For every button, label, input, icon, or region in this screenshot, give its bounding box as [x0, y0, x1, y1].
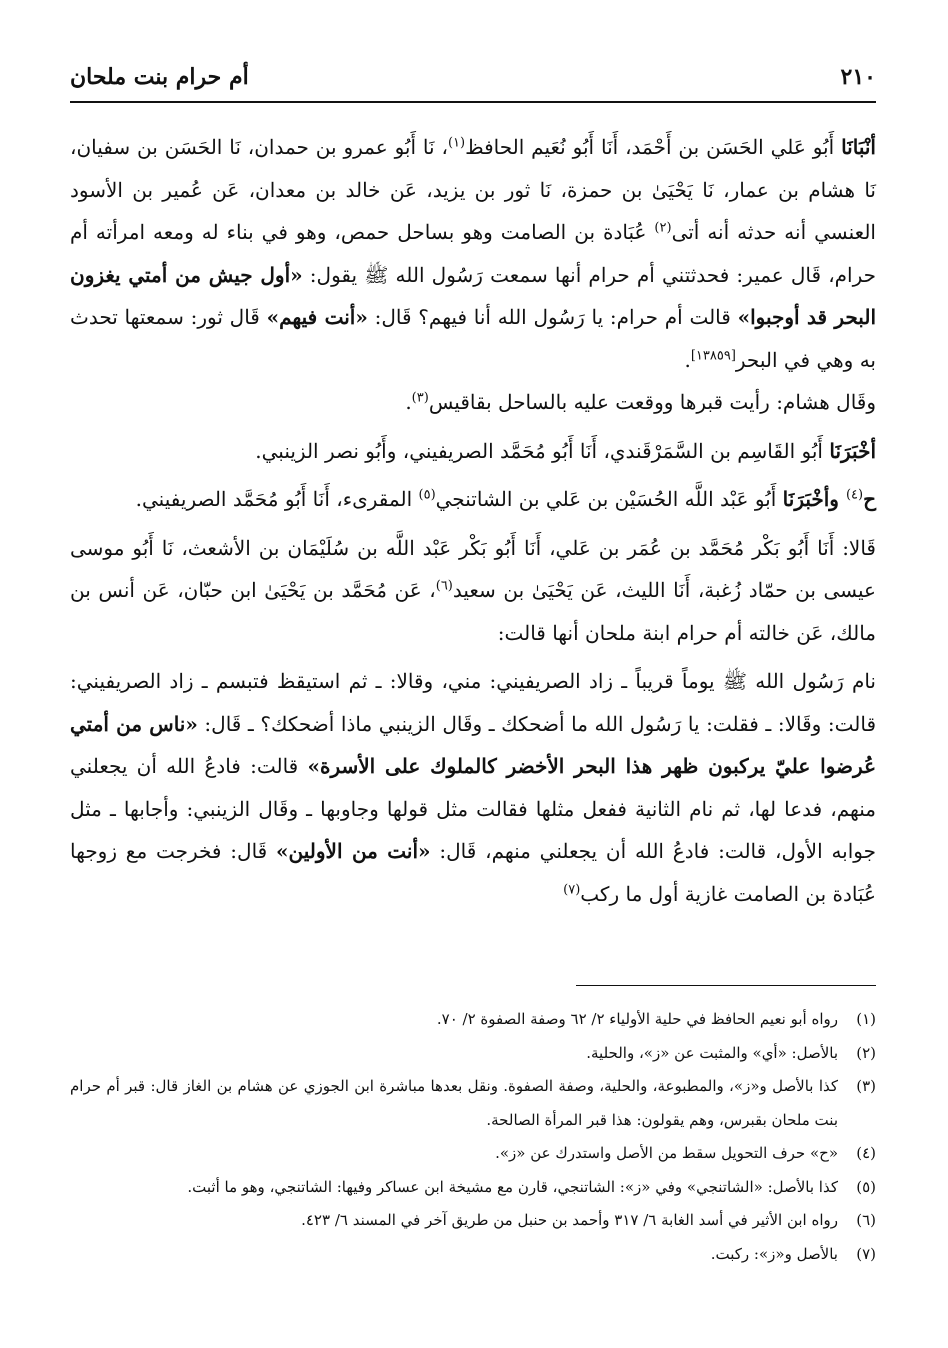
page-header: [70, 58, 876, 98]
footnote-ref-6: (٦): [435, 578, 453, 594]
footnote-text: كذا بالأصل و«ز»، والمطبوعة، والحلية، وصفة الصفوة. ونقل بعدها مباشرة ابن الجوزي عن هشام بن الغاز قال: قبر أم حرام بنت ملحان بقبرس، وهم يقولون: هذا قبر المرأة الصالحة.: [70, 1077, 838, 1129]
paragraph-1: [70, 126, 876, 381]
footnote-number: (٥): [856, 1177, 876, 1196]
footnote-text: رواه ابن الأثير في أسد الغابة ٦/ ٣١٧ وأحمد بن حنبل من طريق آخر في المسند ٦/ ٤٢٣.: [301, 1211, 838, 1229]
chain-keyword: أنْبَانَا: [841, 135, 876, 159]
footnote-ref-2: (٢): [654, 220, 672, 236]
text-run: قَال: فخرجت مع زوجها عُبَادة بن الصامت غازية أول ما ركب: [70, 839, 876, 906]
hadith-quote: «أنت فيهم»: [266, 305, 368, 329]
footnote-ref-1: (١): [447, 135, 466, 151]
footnote-text: بالأصل: «أي» والمثبت عن «ز»، والحلية.: [586, 1043, 838, 1062]
footnote-number: (٦): [856, 1211, 876, 1229]
header-divider: [70, 101, 876, 103]
chain-keyword: أخْبَرَنَا: [829, 438, 876, 463]
text-run: قالت: فادعُ الله أن يجعلني منهم، فدعا لها، ثم نام الثانية ففعل مثلها فقالت مثل قولها وجاوبها ـ وقَال الزينبي: وأجابها ـ مثل جوابه الأول، قالت: فادعُ الله أن يجعلني منهم، قَال:: [70, 754, 876, 863]
footnote-number: (٤): [856, 1144, 876, 1162]
paragraph-5: [70, 527, 876, 655]
footnote-text: بالأصل و«ز»: ركبت.: [710, 1244, 838, 1263]
chain-keyword: وأخْبَرَنَا: [782, 487, 846, 511]
text-run: قَالا: أَنَا أَبُو بَكْر مُحَمَّد بن عُمَر بن عَلي، أَنَا أَبُو بَكْر عَبْد اللَّه بن سُلَيْمَان بن الأشعث، نَا أَبُو موسى عيسى بن حمّاد زُغبة، أَنَا الليث، عَن يَحْيَىٰ بن سعيد: [70, 535, 876, 602]
footnote-text: رواه أبو نعيم الحافظ في حلية الأولياء ٢/ ٦٢ وصفة الصفوة ٢/ ٧٠.: [436, 1010, 838, 1028]
paragraph-2: [70, 381, 876, 424]
text-run: نام رَسُول الله ﷺ يوماً قريباً ـ زاد الصريفيني: مني، وقالا: ـ ثم استيقظ فتبسم ـ زاد الصريفيني: قالت: وقَالا: ـ فقلت: يا رَسُول الله ما أضحكك ـ وقَال الزينبي ماذا أضحكك؟ ـ قَال:: [70, 669, 876, 736]
footnote-number: (٢): [856, 1043, 876, 1062]
page-number: ٢١٠: [840, 64, 876, 90]
footnote-item: [70, 1204, 876, 1238]
text-run: وقَال هشام: رأيت قبرها ووقعت عليه بالساحل بقاقيس: [428, 390, 876, 414]
footnote-item: [70, 1238, 876, 1272]
footnote-ref-4: (٤): [845, 487, 864, 503]
text-run: عُبَادة بن الصامت وهو بساحل حمص، وهو في بناء له ومعه امرأته أم حرام، قَال عمير: فحدثتني أم حرام أنها سمعت رَسُول الله ﷺ يقول:: [70, 220, 876, 287]
footnote-item: [70, 1137, 876, 1171]
text-run: المقرىء، أَنَا أَبُو مُحَمَّد الصريفيني.: [135, 487, 419, 511]
hadith-quote: «أول جيش من أمتي يغزون البحر قد أوجبوا»: [70, 262, 876, 329]
hadith-quote: «أنت من الأولين»: [276, 839, 431, 863]
footnote-ref-7: (٧): [563, 881, 581, 897]
hadith-quote: «ناس من أمتي عُرضوا عليّ يركبون ظهر هذا البحر الأخضر كالملوك على الأسرة»: [70, 711, 876, 778]
footnote-divider: [576, 985, 876, 986]
footnote-ref-3: (٣): [411, 390, 429, 406]
text-run: ، عَن مُحَمَّد بن يَحْيَىٰ ابن حبّان، عَن أنس بن مالك، عَن خالته أم حرام ابنة ملحان أنها قالت:: [70, 578, 876, 645]
footnote-item: [70, 1037, 876, 1071]
text-run: قَال ثور: سمعتها تحدث به وهي في البحر: [70, 305, 876, 372]
footnote-item: [70, 1171, 876, 1205]
footnote-number: (١): [856, 1010, 876, 1028]
footnote-number: (٧): [856, 1244, 876, 1263]
running-title: أم حرام بنت ملحان: [70, 64, 249, 90]
footnotes: [70, 1003, 876, 1271]
text-run: .: [684, 347, 691, 372]
paragraph-4: [70, 478, 876, 521]
paragraph-6: [70, 660, 876, 915]
hadith-number: [١٣٨٥٩]: [690, 347, 736, 363]
footnote-text: كذا بالأصل: «الشاتنجي» وفي «ز»: الشاتنجي، قارن مع مشيخة ابن عساكر وفيها: الشاتنجي، وهو ما أثبت.: [187, 1177, 838, 1196]
text-run: أَبُو القَاسِم بن السَّمَرْقَندي، أَنَا أَبُو مُحَمَّد الصريفيني، وأَبُو نصر الزينبي.: [255, 438, 830, 463]
footnote-number: (٣): [856, 1077, 876, 1095]
footnote-text: «ح» حرف التحويل سقط من الأصل واستدرك عن «ز».: [495, 1144, 838, 1162]
main-text: [70, 126, 876, 915]
text-run: أَبُو عَلي الحَسَن بن أَحْمَد، أَنَا أَبُو نُعَيم الحافظ: [465, 135, 842, 159]
footnote-item: [70, 1003, 876, 1037]
text-run: .: [405, 390, 412, 414]
paragraph-3: [70, 430, 876, 473]
text-run: قالت أم حرام: يا رَسُول الله أنا فيهم؟ قَال:: [367, 305, 738, 329]
text-run: ، نَا أَبُو عمرو بن حمدان، نَا الحَسَن بن سفيان، نَا هشام بن عمار، نَا يَحْيَىٰ بن حمزة، نَا ثور بن يزيد، عَن خالد بن معدان، عَن عُمير بن الأسود العنسي أنه حدثه أنه أتى: [70, 135, 876, 244]
footnote-ref-5: (٥): [418, 487, 436, 503]
tahwil-mark: ح: [863, 487, 876, 511]
text-run: أَبُو عَبْد اللَّه الحُسَيْن بن عَلي بن الشاتنجي: [435, 487, 783, 511]
footnote-item: [70, 1070, 876, 1137]
